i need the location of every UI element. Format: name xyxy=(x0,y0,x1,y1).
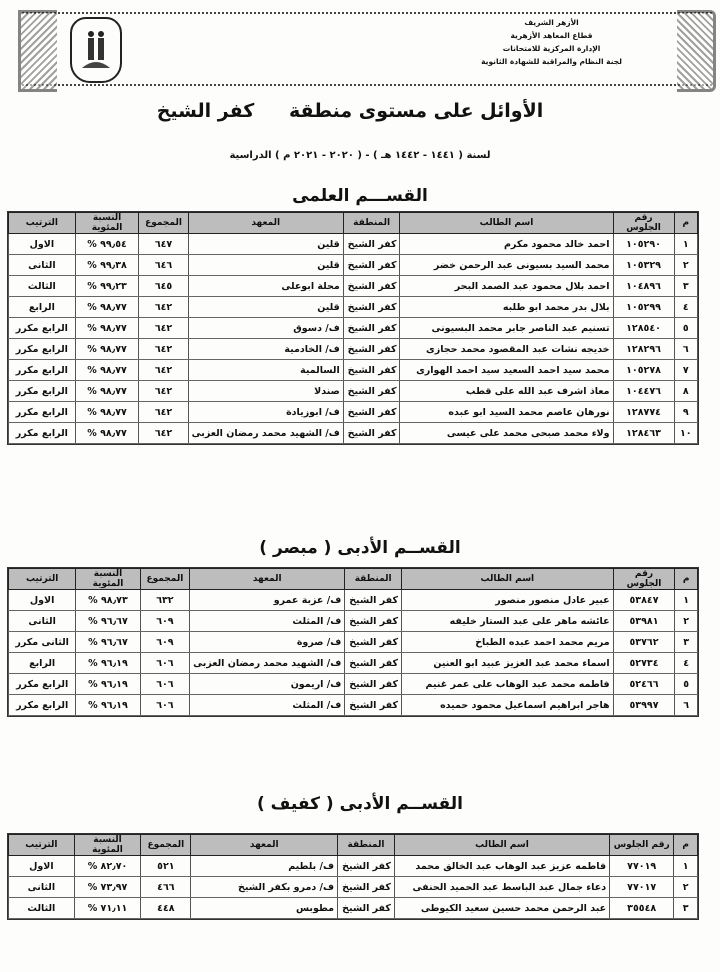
col-name: اسم الطالب xyxy=(402,569,614,590)
table-row xyxy=(9,611,698,632)
col-pct: النسبة المئوية xyxy=(76,569,140,590)
col-pct: النسبة المئوية xyxy=(75,213,139,234)
total-score-cell: ٦٤٢ xyxy=(139,318,188,339)
seat-number-cell: ٣٥٥٤٨ xyxy=(610,898,674,919)
row-number-cell: ١ xyxy=(674,856,698,877)
student-name-cell: ولاء محمد صبحى محمد على عيسى xyxy=(400,423,613,444)
rank-cell: الرابع مكرر xyxy=(9,318,76,339)
area-cell: كفر الشيخ xyxy=(343,402,400,423)
total-score-cell: ٦٠٦ xyxy=(140,695,190,716)
rank-cell: الثالث xyxy=(9,276,76,297)
student-name-cell: فاطمه محمد عبد الوهاب على عمر غنيم xyxy=(402,674,614,695)
student-name-cell: بلال بدر محمد ابو طلبه xyxy=(400,297,613,318)
row-number-cell: ٩ xyxy=(674,402,697,423)
section-title-literary-blind: القســم الأدبى ( كفيف ) xyxy=(256,794,463,814)
student-name-cell: تسنيم عبد الناصر جابر محمد البسيونى xyxy=(400,318,613,339)
student-name-cell: معاذ اشرف عبد الله على قطب xyxy=(400,381,613,402)
area-cell: كفر الشيخ xyxy=(343,423,400,444)
col-no: م xyxy=(675,569,698,590)
org-line: الأزهر الشريف xyxy=(524,18,579,27)
rank-cell: الاول xyxy=(9,856,75,877)
col-name: اسم الطالب xyxy=(394,835,609,856)
seat-number-cell: ١٠٥٢٧٨ xyxy=(613,360,674,381)
col-seat: رقم الجلوس xyxy=(610,835,674,856)
total-score-cell: ٦٤٢ xyxy=(139,423,188,444)
ornament-corner-icon xyxy=(677,10,716,92)
col-institute: المعهد xyxy=(191,835,338,856)
org-line: الإدارة المركزية للامتحانات xyxy=(502,44,601,53)
table-row xyxy=(9,674,698,695)
table-header-row xyxy=(9,835,698,856)
total-score-cell: ٦٤٢ xyxy=(139,381,188,402)
area-cell: كفر الشيخ xyxy=(345,653,402,674)
col-seat: رقم الجلوس xyxy=(613,213,674,234)
seat-number-cell: ١٠٥٢٩٩ xyxy=(613,297,674,318)
institute-cell: قلين xyxy=(188,234,343,255)
student-name-cell: عبد الرحمن محمد حسين سعيد الكيوطى xyxy=(394,898,609,919)
row-number-cell: ٣ xyxy=(674,898,698,919)
page-title xyxy=(0,100,720,122)
rows-literary-sighted xyxy=(9,590,698,716)
student-name-cell: دعاء جمال عبد الباسط عبد الحميد الحنفى xyxy=(394,877,609,898)
table-header-row xyxy=(9,213,698,234)
title-region: كفر الشيخ xyxy=(156,100,255,122)
institute-cell: السالمية xyxy=(188,360,343,381)
institute-cell: ف/ المثلث xyxy=(190,695,345,716)
col-rank: الترتيب xyxy=(9,213,76,234)
col-no: م xyxy=(674,213,697,234)
table-row xyxy=(9,297,698,318)
table-literary-blind xyxy=(8,834,698,919)
col-rank: الترتيب xyxy=(9,569,76,590)
seat-number-cell: ١٠٥٣٢٩ xyxy=(613,255,674,276)
col-total: المجموع xyxy=(139,213,188,234)
seat-number-cell: ٥٢٧٣٤ xyxy=(613,653,675,674)
area-cell: كفر الشيخ xyxy=(343,276,400,297)
total-score-cell: ٦٤٦ xyxy=(139,255,188,276)
seat-number-cell: ١٢٨٥٤٠ xyxy=(613,318,674,339)
total-score-cell: ٦٣٢ xyxy=(140,590,190,611)
row-number-cell: ٥ xyxy=(674,318,697,339)
row-number-cell: ٣ xyxy=(675,632,698,653)
rank-cell: الثانى مكرر xyxy=(9,632,76,653)
student-name-cell: اسماء محمد عبد العزيز عبيد ابو العنين xyxy=(402,653,614,674)
total-score-cell: ٦٤٢ xyxy=(139,360,188,381)
rank-cell: الرابع مكرر xyxy=(9,381,76,402)
institute-cell: قلين xyxy=(188,255,343,276)
student-name-cell: عائشه ماهر على عبد الستار خليفه xyxy=(402,611,614,632)
institute-cell: ف/ الخادمية xyxy=(188,339,343,360)
rank-cell: الرابع مكرر xyxy=(9,402,76,423)
student-name-cell: نورهان عاصم محمد السيد ابو عبده xyxy=(400,402,613,423)
institute-cell: ف/ صروة xyxy=(190,632,345,653)
student-name-cell: خديجه نشات عبد المقصود محمد حجازى xyxy=(400,339,613,360)
seat-number-cell: ١٠٥٢٩٠ xyxy=(613,234,674,255)
row-number-cell: ٤ xyxy=(675,653,698,674)
percentage-cell: ٩٦٫٦٧ % xyxy=(76,632,140,653)
seat-number-cell: ١٠٤٤٧٦ xyxy=(613,381,674,402)
rank-cell: الثانى xyxy=(9,255,76,276)
student-name-cell: محمد سيد احمد السعيد سيد احمد الهوارى xyxy=(400,360,613,381)
ornament-corner-icon xyxy=(18,10,57,92)
col-pct: النسبة المئوية xyxy=(74,835,141,856)
student-name-cell: عبير عادل منصور منصور xyxy=(402,590,614,611)
rank-cell: الرابع مكرر xyxy=(9,339,76,360)
total-score-cell: ٦٤٧ xyxy=(139,234,188,255)
area-cell: كفر الشيخ xyxy=(345,590,402,611)
seat-number-cell: ٥٣٩٩٧ xyxy=(613,695,675,716)
institute-cell: ف/ دمرو بكفر الشيخ xyxy=(191,877,338,898)
student-name-cell: احمد بلال محمود عبد الصمد البحر xyxy=(400,276,613,297)
percentage-cell: ٧٣٫٩٧ % xyxy=(74,877,141,898)
percentage-cell: ٩٩٫٣٨ % xyxy=(75,255,139,276)
table-row xyxy=(9,695,698,716)
table-row xyxy=(9,234,698,255)
row-number-cell: ٣ xyxy=(674,276,697,297)
institute-cell: محلة ابوعلى xyxy=(188,276,343,297)
institute-cell: ف/ اريمون xyxy=(190,674,345,695)
area-cell: كفر الشيخ xyxy=(345,611,402,632)
rank-cell: الرابع مكرر xyxy=(9,423,76,444)
row-number-cell: ٢ xyxy=(674,877,698,898)
total-score-cell: ٦٠٩ xyxy=(140,632,190,653)
total-score-cell: ٦٤٥ xyxy=(139,276,188,297)
institute-cell: صندلا xyxy=(188,381,343,402)
area-cell: كفر الشيخ xyxy=(343,360,400,381)
row-number-cell: ٥ xyxy=(675,674,698,695)
rows-scientific xyxy=(9,234,698,444)
percentage-cell: ٩٦٫١٩ % xyxy=(76,653,140,674)
seat-number-cell: ٥٢٤٦٦ xyxy=(613,674,675,695)
rank-cell: الثانى xyxy=(9,611,76,632)
col-no: م xyxy=(674,835,698,856)
table-row xyxy=(9,590,698,611)
seat-number-cell: ١٠٤٨٩٦ xyxy=(613,276,674,297)
total-score-cell: ٦٤٢ xyxy=(139,402,188,423)
percentage-cell: ٩٨٫٧٧ % xyxy=(75,297,139,318)
row-number-cell: ٢ xyxy=(675,611,698,632)
area-cell: كفر الشيخ xyxy=(343,381,400,402)
org-line: قطاع المعاهد الأزهرية xyxy=(510,31,593,40)
academic-year: لسنة ( ١٤٤١ - ١٤٤٢ هـ ) - ( ٢٠٢٠ - ٢٠٢١ م ) الدراسية xyxy=(229,150,491,161)
organization-lines xyxy=(481,16,622,68)
total-score-cell: ٦٤٢ xyxy=(139,339,188,360)
percentage-cell: ٩٨٫٧٧ % xyxy=(75,360,139,381)
percentage-cell: ٩٩٫٥٤ % xyxy=(75,234,139,255)
percentage-cell: ٩٨٫٧٧ % xyxy=(75,402,139,423)
seat-number-cell: ٥٣٩٨١ xyxy=(613,611,675,632)
area-cell: كفر الشيخ xyxy=(345,632,402,653)
table-row xyxy=(9,360,698,381)
student-name-cell: احمد خالد محمود مكرم xyxy=(400,234,613,255)
percentage-cell: ٩٦٫١٩ % xyxy=(76,674,140,695)
institute-cell: ف/ الشهيد محمد رمضان العزبى xyxy=(188,423,343,444)
row-number-cell: ١ xyxy=(675,590,698,611)
seat-number-cell: ٧٧٠١٧ xyxy=(610,877,674,898)
percentage-cell: ٩٨٫٧٧ % xyxy=(75,339,139,360)
seat-number-cell: ١٢٨٧٧٤ xyxy=(613,402,674,423)
institute-cell: ف/ دسوق xyxy=(188,318,343,339)
col-area: المنطقة xyxy=(338,835,395,856)
percentage-cell: ٩٨٫٧٧ % xyxy=(75,381,139,402)
total-score-cell: ٥٢١ xyxy=(141,856,191,877)
institute-cell: ف/ الشهيد محمد رمضان العزبى xyxy=(190,653,345,674)
org-line: لجنة النظام والمراقبة للشهادة الثانوية xyxy=(481,57,622,66)
area-cell: كفر الشيخ xyxy=(345,695,402,716)
seat-number-cell: ١٢٨٤٦٣ xyxy=(613,423,674,444)
institute-cell: ف/ عزبة عمرو xyxy=(190,590,345,611)
rank-cell: الاول xyxy=(9,234,76,255)
area-cell: كفر الشيخ xyxy=(343,339,400,360)
col-area: المنطقة xyxy=(343,213,400,234)
institute-cell: ف/ المثلث xyxy=(190,611,345,632)
total-score-cell: ٤٤٨ xyxy=(141,898,191,919)
rank-cell: الرابع مكرر xyxy=(9,695,76,716)
row-number-cell: ١ xyxy=(674,234,697,255)
total-score-cell: ٦٠٩ xyxy=(140,611,190,632)
col-area: المنطقة xyxy=(345,569,402,590)
row-number-cell: ٤ xyxy=(674,297,697,318)
rank-cell: الثانى xyxy=(9,877,75,898)
percentage-cell: ٩٩٫٢٣ % xyxy=(75,276,139,297)
title-main: الأوائل على مستوى منطقة xyxy=(288,100,544,122)
percentage-cell: ٩٨٫٧٧ % xyxy=(75,423,139,444)
seat-number-cell: ٥٣٨٤٧ xyxy=(613,590,675,611)
area-cell: كفر الشيخ xyxy=(345,674,402,695)
percentage-cell: ٩٦٫٦٧ % xyxy=(76,611,140,632)
col-institute: المعهد xyxy=(188,213,343,234)
table-row xyxy=(9,318,698,339)
row-number-cell: ٦ xyxy=(675,695,698,716)
table-row xyxy=(9,653,698,674)
area-cell: كفر الشيخ xyxy=(343,297,400,318)
total-score-cell: ٤٦٦ xyxy=(141,877,191,898)
area-cell: كفر الشيخ xyxy=(338,877,395,898)
section-title-literary-sighted: القســم الأدبى ( مبصر ) xyxy=(259,538,461,558)
table-row xyxy=(9,339,698,360)
percentage-cell: ٧١٫١١ % xyxy=(74,898,141,919)
table-row xyxy=(9,898,698,919)
total-score-cell: ٦٠٦ xyxy=(140,653,190,674)
table-row xyxy=(9,255,698,276)
rank-cell: الرابع xyxy=(9,653,76,674)
row-number-cell: ١٠ xyxy=(674,423,697,444)
letterhead-frame xyxy=(22,12,712,86)
col-total: المجموع xyxy=(141,835,191,856)
table-row xyxy=(9,856,698,877)
total-score-cell: ٦٤٢ xyxy=(139,297,188,318)
percentage-cell: ٨٢٫٧٠ % xyxy=(74,856,141,877)
rank-cell: الرابع مكرر xyxy=(9,360,76,381)
percentage-cell: ٩٨٫٧٣ % xyxy=(76,590,140,611)
table-row xyxy=(9,877,698,898)
table-row xyxy=(9,402,698,423)
seat-number-cell: ١٢٨٢٩٦ xyxy=(613,339,674,360)
area-cell: كفر الشيخ xyxy=(338,898,395,919)
student-name-cell: مريم محمد احمد عبده الطباخ xyxy=(402,632,614,653)
col-seat: رقم الجلوس xyxy=(613,569,675,590)
section-title-scientific: القســـم العلمى xyxy=(292,186,428,206)
col-institute: المعهد xyxy=(190,569,345,590)
area-cell: كفر الشيخ xyxy=(343,318,400,339)
rank-cell: الرابع مكرر xyxy=(9,674,76,695)
institute-cell: ف/ ابوزيادة xyxy=(188,402,343,423)
col-total: المجموع xyxy=(140,569,190,590)
row-number-cell: ٦ xyxy=(674,339,697,360)
institute-cell: مطوبس xyxy=(191,898,338,919)
col-rank: الترتيب xyxy=(9,835,75,856)
total-score-cell: ٦٠٦ xyxy=(140,674,190,695)
table-row xyxy=(9,632,698,653)
area-cell: كفر الشيخ xyxy=(343,234,400,255)
rank-cell: الرابع xyxy=(9,297,76,318)
table-row xyxy=(9,276,698,297)
azhar-emblem-icon xyxy=(70,17,122,83)
seat-number-cell: ٧٧٠١٩ xyxy=(610,856,674,877)
student-name-cell: محمد السيد بسيونى عبد الرحمن خضر xyxy=(400,255,613,276)
table-scientific xyxy=(8,212,698,444)
institute-cell: قلين xyxy=(188,297,343,318)
rows-literary-blind xyxy=(9,856,698,919)
table-literary-sighted xyxy=(8,568,698,716)
student-name-cell: هاجر ابراهيم اسماعيل محمود حميده xyxy=(402,695,614,716)
table-header-row xyxy=(9,569,698,590)
table-row xyxy=(9,381,698,402)
percentage-cell: ٩٨٫٧٧ % xyxy=(75,318,139,339)
row-number-cell: ٨ xyxy=(674,381,697,402)
col-name: اسم الطالب xyxy=(400,213,613,234)
percentage-cell: ٩٦٫١٩ % xyxy=(76,695,140,716)
area-cell: كفر الشيخ xyxy=(343,255,400,276)
seat-number-cell: ٥٣٧٦٢ xyxy=(613,632,675,653)
row-number-cell: ٧ xyxy=(674,360,697,381)
table-row xyxy=(9,423,698,444)
area-cell: كفر الشيخ xyxy=(338,856,395,877)
row-number-cell: ٢ xyxy=(674,255,697,276)
institute-cell: ف/ بلطيم xyxy=(191,856,338,877)
rank-cell: الاول xyxy=(9,590,76,611)
rank-cell: الثالث xyxy=(9,898,75,919)
student-name-cell: فاطمه عزيز عبد الوهاب عبد الخالق محمد xyxy=(394,856,609,877)
